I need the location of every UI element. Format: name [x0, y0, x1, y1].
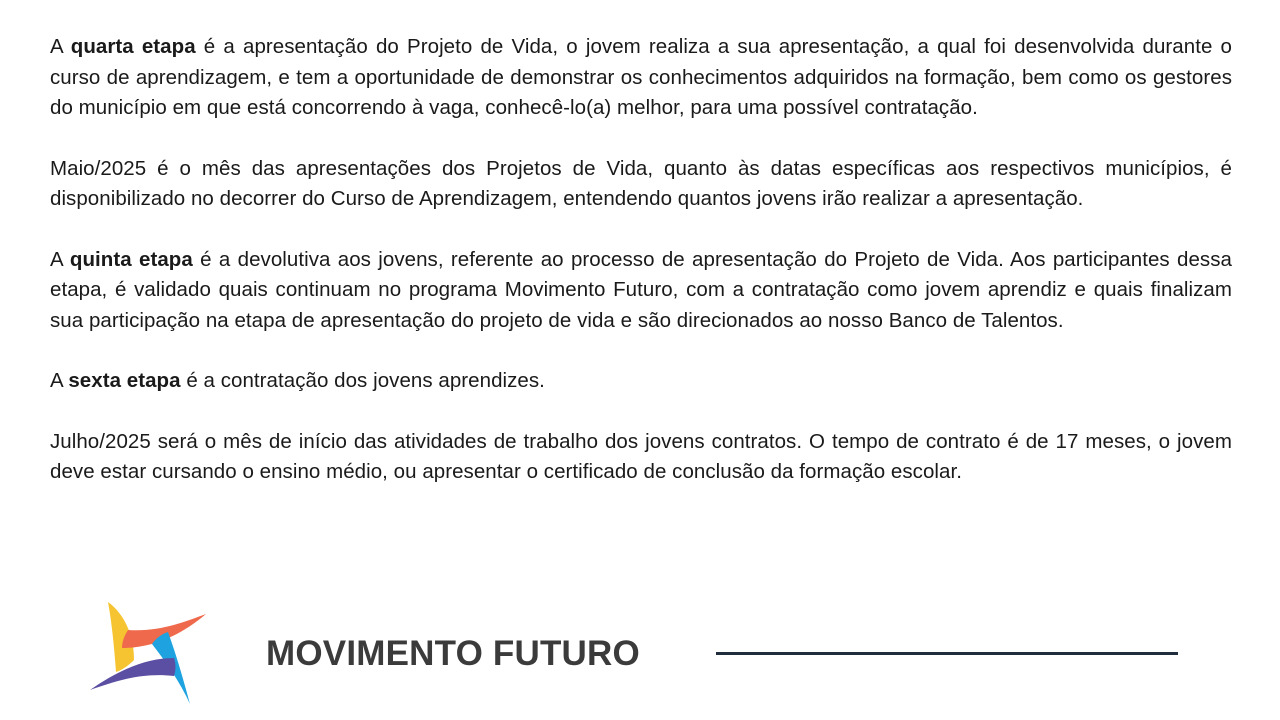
paragraph-text: Julho/2025 será o mês de início das atividades de trabalho dos jovens contratos. O tempo de contrato é de 17 meses, o jovem deve estar cursando o ensino médio, ou apresentar o certificado de conclusão da formação escolar. [50, 429, 1232, 483]
movimento-futuro-pinwheel-icon [88, 598, 210, 708]
brand-name: MOVIMENTO FUTURO [266, 634, 640, 673]
paragraph-prefix: A [50, 35, 71, 58]
paragraph-text: Maio/2025 é o mês das apresentações dos Projetos de Vida, quanto às datas específicas aos respectivos municípios, é disponibilizado no decorrer do Curso de Aprendizagem, entendendo quantos jovens irão realizar a apresentação. [50, 156, 1232, 210]
paragraph-prefix: A [50, 369, 69, 392]
paragraph-text: é a apresentação do Projeto de Vida, o jovem realiza a sua apresentação, a qual foi desenvolvida durante o curso de aprendizagem, e tem a oportunidade de demonstrar os conhecimentos adquiridos na formação, bem como os gestores do município em que está concorrendo à vaga, conhecê-lo(a) melhor, para uma possível contratação. [50, 35, 1233, 119]
logo-blade-purple [90, 658, 176, 690]
paragraph-bold-term: quinta etapa [69, 247, 193, 271]
paragraph-text: é a contratação dos jovens aprendizes. [180, 369, 545, 392]
paragraph-text: é a devolutiva aos jovens, referente ao processo de apresentação do Projeto de Vida. Aos participantes dessa etapa, é validado quais continuam no programa Movimento Futuro, com a contratação como jovem aprendiz e quais finalizam sua participação na etapa de apresentação do projeto de vida e são direcionados ao nosso Banco de Talentos. [50, 247, 1232, 332]
paragraph-prefix: A [50, 247, 70, 271]
paragraph-quarta-etapa [50, 32, 1232, 124]
paragraph-bold-term: quarta etapa [70, 35, 196, 58]
paragraph-sexta-etapa [50, 366, 1232, 397]
paragraph-quinta-etapa [50, 245, 1232, 337]
document-body [50, 32, 1232, 518]
paragraph-maio-2025 [50, 154, 1232, 215]
paragraph-julho-2025 [50, 427, 1232, 488]
paragraph-bold-term: sexta etapa [68, 369, 181, 392]
footer-divider-line [716, 652, 1178, 655]
